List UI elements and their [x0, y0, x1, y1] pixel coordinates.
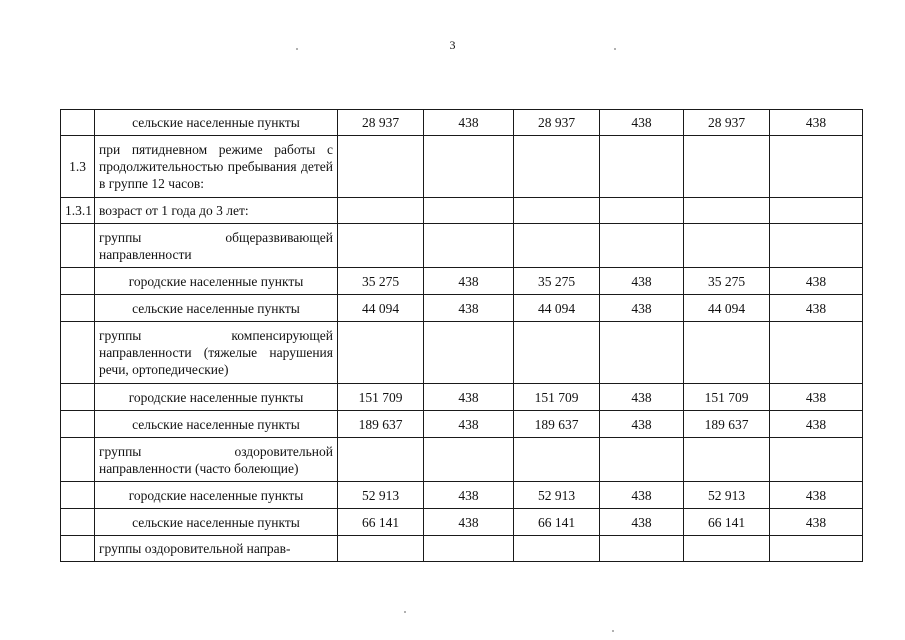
value-cell: [770, 136, 863, 198]
value-cell: 28 937: [338, 110, 424, 136]
value-cell: [514, 322, 600, 384]
value-cell: 35 275: [514, 268, 600, 295]
value-cell: [684, 136, 770, 198]
row-label: сельские населенные пункты: [95, 295, 338, 322]
value-cell: 52 913: [338, 482, 424, 509]
table-row: [61, 198, 863, 224]
value-cell: 438: [424, 482, 514, 509]
row-label: городские населенные пункты: [95, 384, 338, 411]
row-label: группы компенсирующей направленности (тяжелые нарушения речи, ортопедические): [95, 322, 338, 384]
value-cell: [424, 224, 514, 268]
value-cell: [684, 224, 770, 268]
value-cell: 438: [770, 411, 863, 438]
value-cell: 66 141: [338, 509, 424, 536]
value-cell: 438: [770, 384, 863, 411]
value-cell: [514, 438, 600, 482]
value-cell: [338, 136, 424, 198]
value-cell: 189 637: [514, 411, 600, 438]
page-number: 3: [449, 38, 456, 52]
value-cell: 438: [770, 295, 863, 322]
value-cell: 35 275: [684, 268, 770, 295]
row-code: 1.3: [61, 136, 95, 198]
value-cell: 438: [600, 268, 684, 295]
tariff-table: [60, 109, 863, 562]
row-code: 1.3.1: [61, 198, 95, 224]
value-cell: [424, 136, 514, 198]
value-cell: 28 937: [684, 110, 770, 136]
value-cell: [770, 198, 863, 224]
row-code: [61, 384, 95, 411]
table-row: [61, 384, 863, 411]
value-cell: 438: [600, 482, 684, 509]
row-label: возраст от 1 года до 3 лет:: [95, 198, 338, 224]
value-cell: 44 094: [684, 295, 770, 322]
table-row: [61, 268, 863, 295]
value-cell: 438: [770, 268, 863, 295]
value-cell: [424, 438, 514, 482]
row-code: [61, 224, 95, 268]
value-cell: [600, 136, 684, 198]
row-label: сельские населенные пункты: [95, 411, 338, 438]
row-code: [61, 411, 95, 438]
table-row: [61, 536, 863, 562]
value-cell: 438: [770, 482, 863, 509]
value-cell: 438: [600, 110, 684, 136]
value-cell: 44 094: [338, 295, 424, 322]
value-cell: [424, 536, 514, 562]
row-label: сельские населенные пункты: [95, 509, 338, 536]
value-cell: 438: [600, 384, 684, 411]
value-cell: [684, 322, 770, 384]
table-row: [61, 438, 863, 482]
value-cell: [684, 536, 770, 562]
row-code: [61, 509, 95, 536]
table-body: [61, 110, 863, 562]
value-cell: [600, 224, 684, 268]
value-cell: 438: [424, 268, 514, 295]
value-cell: [338, 224, 424, 268]
value-cell: 438: [424, 384, 514, 411]
value-cell: 52 913: [684, 482, 770, 509]
value-cell: [514, 136, 600, 198]
row-label: группы оздоровительной направленности (часто болеющие): [95, 438, 338, 482]
value-cell: 151 709: [338, 384, 424, 411]
value-cell: [684, 198, 770, 224]
row-code: [61, 295, 95, 322]
value-cell: [600, 198, 684, 224]
table-row: [61, 136, 863, 198]
value-cell: 438: [424, 509, 514, 536]
value-cell: 66 141: [514, 509, 600, 536]
scan-speck: [296, 48, 298, 50]
value-cell: [770, 536, 863, 562]
value-cell: [770, 224, 863, 268]
table-row: [61, 110, 863, 136]
value-cell: [770, 438, 863, 482]
scan-speck: [614, 48, 616, 50]
table-row: [61, 224, 863, 268]
value-cell: 28 937: [514, 110, 600, 136]
value-cell: [338, 536, 424, 562]
value-cell: [338, 198, 424, 224]
value-cell: [600, 536, 684, 562]
value-cell: 438: [770, 509, 863, 536]
value-cell: [514, 224, 600, 268]
row-code: [61, 482, 95, 509]
value-cell: [600, 322, 684, 384]
row-code: [61, 438, 95, 482]
scan-speck: [612, 630, 614, 632]
value-cell: 438: [424, 110, 514, 136]
value-cell: 52 913: [514, 482, 600, 509]
value-cell: [338, 322, 424, 384]
value-cell: 438: [600, 509, 684, 536]
value-cell: 438: [770, 110, 863, 136]
value-cell: 438: [424, 295, 514, 322]
row-label: группы оздоровительной направ-: [95, 536, 338, 562]
value-cell: 189 637: [338, 411, 424, 438]
scan-speck: [404, 611, 406, 613]
value-cell: 35 275: [338, 268, 424, 295]
value-cell: 438: [424, 411, 514, 438]
row-code: [61, 268, 95, 295]
value-cell: [770, 322, 863, 384]
value-cell: [684, 438, 770, 482]
value-cell: [514, 536, 600, 562]
value-cell: [514, 198, 600, 224]
row-label: городские населенные пункты: [95, 482, 338, 509]
table-row: [61, 509, 863, 536]
row-code: [61, 536, 95, 562]
row-label: группы общеразвивающей направленности: [95, 224, 338, 268]
row-code: [61, 110, 95, 136]
value-cell: 151 709: [514, 384, 600, 411]
table-row: [61, 322, 863, 384]
value-cell: 44 094: [514, 295, 600, 322]
value-cell: [424, 322, 514, 384]
row-label: при пятидневном режиме работы с продолжительностью пребывания детей в группе 12 часов:: [95, 136, 338, 198]
row-label: городские населенные пункты: [95, 268, 338, 295]
value-cell: [600, 438, 684, 482]
value-cell: 438: [600, 411, 684, 438]
value-cell: 151 709: [684, 384, 770, 411]
row-label: сельские населенные пункты: [95, 110, 338, 136]
table-row: [61, 295, 863, 322]
row-code: [61, 322, 95, 384]
value-cell: 66 141: [684, 509, 770, 536]
value-cell: [424, 198, 514, 224]
value-cell: 189 637: [684, 411, 770, 438]
value-cell: [338, 438, 424, 482]
table-row: [61, 411, 863, 438]
table-row: [61, 482, 863, 509]
value-cell: 438: [600, 295, 684, 322]
